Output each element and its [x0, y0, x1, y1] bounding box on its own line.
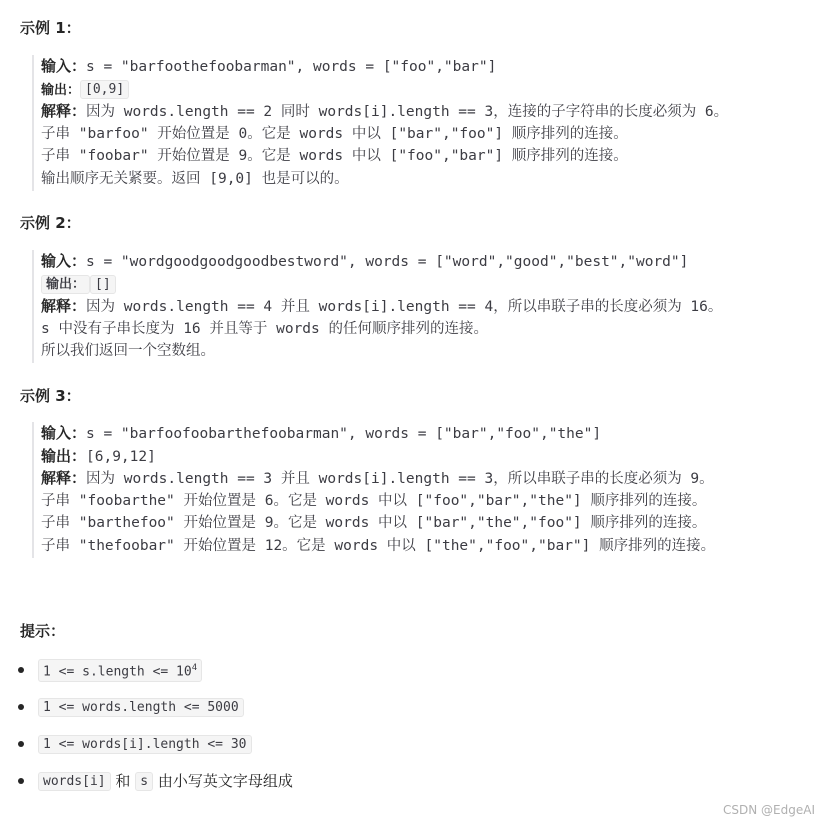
explain-text: 因为 words.length == 3 并且 words[i].length == 3，所以串联子串的长度必须为 9。 [86, 471, 714, 488]
list-item [18, 766, 718, 803]
example-3-input-line [41, 422, 821, 445]
input-label: 输入： [41, 252, 87, 270]
example-1-block [32, 55, 821, 191]
input-value: s = "wordgoodgoodgoodbestword", words = ["word","good","best","word"] [86, 254, 689, 270]
explain-text: 子串 "foobar" 开始位置是 9。它是 words 中以 ["foo","bar"] 顺序排列的连接。 [41, 148, 628, 165]
explain-text: 子串 "foobarthe" 开始位置是 6。它是 words 中以 ["foo","bar","the"] 顺序排列的连接。 [41, 492, 707, 509]
explain-label: 解释： [41, 297, 87, 316]
explain-label: 解释： [41, 469, 87, 488]
example-3-block [32, 422, 821, 558]
example-2-input-line [41, 250, 821, 273]
output-label: 输出： [41, 275, 90, 294]
example-3-explain-line [41, 467, 821, 490]
explain-text: 子串 "barfoo" 开始位置是 0。它是 words 中以 ["bar","foo"] 顺序排列的连接。 [41, 125, 628, 142]
output-value: [0,9] [80, 80, 129, 99]
example-3-output-line [41, 445, 821, 468]
list-item [18, 692, 718, 729]
output-value: [] [90, 275, 116, 294]
example-1-title: 示例 1： [20, 19, 81, 37]
example-1-input-line [41, 55, 821, 78]
explain-text: 因为 words.length == 4 并且 words[i].length == 4，所以串联子串的长度必须为 16。 [86, 299, 723, 316]
constraint-text: 和 [115, 772, 131, 790]
explain-text: 因为 words.length == 2 同时 words[i].length == 3，连接的子字符串的长度必须为 6。 [86, 104, 729, 121]
hints-title: 提示： [20, 622, 66, 640]
constraint-code: s [135, 772, 153, 791]
example-2-block [32, 250, 821, 363]
input-label: 输入： [41, 424, 87, 442]
bullet-icon [18, 704, 24, 710]
list-item [18, 655, 718, 692]
explain-text: 所以我们返回一个空数组。 [41, 343, 215, 360]
example-2-output-line [41, 273, 821, 296]
bullet-icon [18, 778, 24, 784]
explain-text: 子串 "thefoobar" 开始位置是 12。它是 words 中以 ["the","foo","bar"] 顺序排列的连接。 [41, 537, 716, 554]
explain-text: 输出顺序无关紧要。返回 [9,0] 也是可以的。 [41, 170, 349, 187]
input-value: s = "barfoofoobarthefoobarman", words = ["bar","foo","the"] [86, 426, 602, 442]
example-2-explain-line [41, 295, 821, 318]
example-1-explain-line [41, 100, 821, 123]
constraint-code: words[i] [38, 772, 111, 791]
output-label: 输出： [41, 82, 81, 98]
constraint-code: 1 <= words.length <= 5000 [38, 698, 244, 717]
list-item [18, 729, 718, 766]
example-2-title: 示例 2： [20, 214, 81, 232]
constraint-text: 由小写英文字母组成 [157, 772, 293, 790]
output-label: 输出： [41, 446, 87, 465]
bullet-icon [18, 667, 24, 673]
explain-text: 子串 "barthefoo" 开始位置是 9。它是 words 中以 ["bar","the","foo"] 顺序排列的连接。 [41, 515, 707, 532]
explain-text: s 中没有子串长度为 16 并且等于 words 的任何顺序排列的连接。 [41, 320, 488, 337]
constraint-code: 1 <= s.length <= $10^4$ [38, 659, 202, 681]
example-3-title: 示例 3： [20, 387, 81, 405]
constraint-code: 1 <= words[i].length <= 30 [38, 735, 252, 754]
input-value: s = "barfoothefoobarman", words = ["foo","bar"] [86, 59, 497, 75]
watermark: CSDN @EdgeAI [723, 803, 815, 817]
example-1-output-line [41, 78, 821, 101]
constraints-list [18, 655, 718, 803]
explain-label: 解释： [41, 102, 87, 121]
bullet-icon [18, 741, 24, 747]
output-value: [6,9,12] [86, 448, 156, 465]
input-label: 输入： [41, 57, 87, 75]
